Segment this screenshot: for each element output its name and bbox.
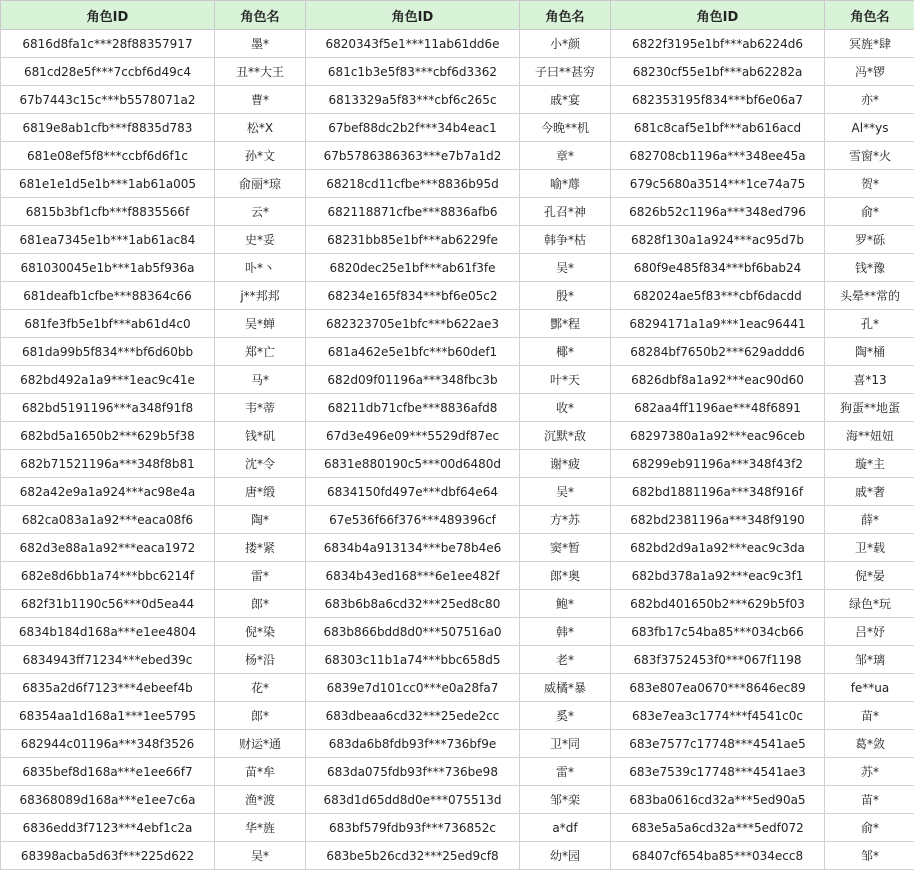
role-id-cell: 683f3752453f0***067f1198	[611, 646, 825, 674]
role-name-cell: 陶*桶	[825, 338, 914, 366]
role-name-cell: 杨*沿	[215, 646, 306, 674]
table-row	[1, 394, 914, 422]
role-id-cell: 6831e880190c5***00d6480d	[306, 450, 520, 478]
role-name-cell: 韦*蒂	[215, 394, 306, 422]
role-id-cell: 681cd28e5f***7ccbf6d49c4	[1, 58, 215, 86]
table-row	[1, 198, 914, 226]
role-id-cell: 6834150fd497e***dbf64e64	[306, 478, 520, 506]
role-name-cell: 云*	[215, 198, 306, 226]
role-name-cell: 俞*	[825, 814, 914, 842]
role-name-cell: 冥旌*肆	[825, 30, 914, 58]
role-name-cell: 钱*矶	[215, 422, 306, 450]
role-id-cell: 67d3e496e09***5529df87ec	[306, 422, 520, 450]
table-row	[1, 702, 914, 730]
table-row	[1, 814, 914, 842]
table-row	[1, 282, 914, 310]
role-name-cell: 韩争*枯	[520, 226, 611, 254]
role-name-cell: 邹*栾	[520, 786, 611, 814]
role-name-cell: 卫*载	[825, 534, 914, 562]
role-id-cell: 682bd401650b2***629b5f03	[611, 590, 825, 618]
role-id-cell: 681deafb1cfbe***88364c66	[1, 282, 215, 310]
role-id-cell: 68294171a1a9***1eac96441	[611, 310, 825, 338]
role-name-cell: 松*X	[215, 114, 306, 142]
role-id-cell: 68234e165f834***bf6e05c2	[306, 282, 520, 310]
table-row	[1, 758, 914, 786]
role-id-cell: 683e7539c17748***4541ae3	[611, 758, 825, 786]
role-id-cell: 682323705e1bfc***b622ae3	[306, 310, 520, 338]
table-row	[1, 338, 914, 366]
role-id-cell: 682d3e88a1a92***eaca1972	[1, 534, 215, 562]
role-name-cell: 华*旌	[215, 814, 306, 842]
role-id-cell: 6820343f5e1***11ab61dd6e	[306, 30, 520, 58]
role-id-cell: 683e807ea0670***8646ec89	[611, 674, 825, 702]
role-name-cell: 雷*	[520, 758, 611, 786]
role-id-cell: 68299eb91196a***348f43f2	[611, 450, 825, 478]
role-id-cell: 6828f130a1a924***ac95d7b	[611, 226, 825, 254]
role-name-cell: 冯*锣	[825, 58, 914, 86]
role-name-cell: 吕*妤	[825, 618, 914, 646]
role-id-cell: 682bd1881196a***348f916f	[611, 478, 825, 506]
role-name-cell: 渔*渡	[215, 786, 306, 814]
role-id-cell: 682ca083a1a92***eaca08f6	[1, 506, 215, 534]
role-name-cell: 子曰**甚穷	[520, 58, 611, 86]
role-name-cell: 绿色*玩	[825, 590, 914, 618]
table-row	[1, 170, 914, 198]
role-name-cell: 唐*缎	[215, 478, 306, 506]
role-name-cell: 喻*蓐	[520, 170, 611, 198]
role-id-cell: 6836edd3f7123***4ebf1c2a	[1, 814, 215, 842]
role-id-cell: 6834943ff71234***ebed39c	[1, 646, 215, 674]
table-row	[1, 422, 914, 450]
role-name-cell: 狗蛋**地蛋	[825, 394, 914, 422]
role-name-cell: 钱*豫	[825, 254, 914, 282]
role-name-cell: 酆*程	[520, 310, 611, 338]
role-name-cell: 椰*	[520, 338, 611, 366]
role-id-cell: 683e7577c17748***4541ae5	[611, 730, 825, 758]
role-id-cell: 681fe3fb5e1bf***ab61d4c0	[1, 310, 215, 338]
role-name-cell: 喜*13	[825, 366, 914, 394]
role-id-cell: 683dbeaa6cd32***25ede2cc	[306, 702, 520, 730]
role-id-cell: 67b5786386363***e7b7a1d2	[306, 142, 520, 170]
role-name-cell: 卫*同	[520, 730, 611, 758]
role-name-cell: 鲍*	[520, 590, 611, 618]
role-name-cell: 墨*	[215, 30, 306, 58]
role-name-cell: 倪*晏	[825, 562, 914, 590]
table-row	[1, 786, 914, 814]
table-row	[1, 114, 914, 142]
role-id-cell: 68368089d168a***e1ee7c6a	[1, 786, 215, 814]
role-name-cell: 郎*	[215, 702, 306, 730]
role-name-cell: 谢*疲	[520, 450, 611, 478]
role-id-cell: 68398acba5d63f***225d622	[1, 842, 215, 870]
role-name-cell: 陶*	[215, 506, 306, 534]
role-id-cell: 682bd2d9a1a92***eac9c3da	[611, 534, 825, 562]
role-id-cell: 68231bb85e1bf***ab6229fe	[306, 226, 520, 254]
role-name-cell: 倪*染	[215, 618, 306, 646]
role-id-cell: 6826dbf8a1a92***eac90d60	[611, 366, 825, 394]
role-id-cell: 681030045e1b***1ab5f936a	[1, 254, 215, 282]
role-id-cell: 682bd2381196a***348f9190	[611, 506, 825, 534]
role-name-cell: a*df	[520, 814, 611, 842]
role-id-cell: 683d1d65dd8d0e***075513d	[306, 786, 520, 814]
role-id-cell: 6834b43ed168***6e1ee482f	[306, 562, 520, 590]
role-name-cell: 马*	[215, 366, 306, 394]
role-name-cell: 俞*	[825, 198, 914, 226]
role-name-cell: 亦*	[825, 86, 914, 114]
role-id-cell: 67b7443c15c***b5578071a2	[1, 86, 215, 114]
table-row	[1, 590, 914, 618]
header-row	[1, 1, 914, 30]
role-id-cell: 6835a2d6f7123***4ebeef4b	[1, 674, 215, 702]
role-id-cell: 68297380a1a92***eac96ceb	[611, 422, 825, 450]
role-name-cell: 戚*奢	[825, 478, 914, 506]
role-name-cell: 薛*	[825, 506, 914, 534]
role-name-cell: 财运*通	[215, 730, 306, 758]
role-name-cell: 苏*	[825, 758, 914, 786]
role-id-cell: 683ba0616cd32a***5ed90a5	[611, 786, 825, 814]
role-id-cell: 682bd378a1a92***eac9c3f1	[611, 562, 825, 590]
role-id-cell: 67bef88dc2b2f***34b4eac1	[306, 114, 520, 142]
role-id-cell: 681a462e5e1bfc***b60def1	[306, 338, 520, 366]
role-id-cell: 683b6b8a6cd32***25ed8c80	[306, 590, 520, 618]
role-id-cell: 682aa4ff1196ae***48f6891	[611, 394, 825, 422]
role-id-cell: 683da6b8fdb93f***736bf9e	[306, 730, 520, 758]
role-id-cell: 6816d8fa1c***28f88357917	[1, 30, 215, 58]
role-id-cell: 682024ae5f83***cbf6dacdd	[611, 282, 825, 310]
role-id-cell: 6834b184d168a***e1ee4804	[1, 618, 215, 646]
table-row	[1, 254, 914, 282]
table-row	[1, 450, 914, 478]
role-id-cell: 6822f3195e1bf***ab6224d6	[611, 30, 825, 58]
role-id-cell: 6834b4a913134***be78b4e6	[306, 534, 520, 562]
role-id-cell: 683bf579fdb93f***736852c	[306, 814, 520, 842]
role-id-cell: 682118871cfbe***8836afb6	[306, 198, 520, 226]
role-id-cell: 6835bef8d168a***e1ee66f7	[1, 758, 215, 786]
role-name-cell: 吴*	[215, 842, 306, 870]
role-id-cell: 682708cb1196a***348ee45a	[611, 142, 825, 170]
role-name-cell: 奚*	[520, 702, 611, 730]
role-id-cell: 682bd5191196***a348f91f8	[1, 394, 215, 422]
role-id-cell: 683fb17c54ba85***034cb66	[611, 618, 825, 646]
role-id-cell: 682e8d6bb1a74***bbc6214f	[1, 562, 215, 590]
role-name-cell: 邹*	[825, 842, 914, 870]
table-row	[1, 506, 914, 534]
role-name-cell: 窦*暂	[520, 534, 611, 562]
table-row	[1, 674, 914, 702]
role-name-cell: 雪窗*火	[825, 142, 914, 170]
table-row	[1, 562, 914, 590]
role-name-cell: 今晚**机	[520, 114, 611, 142]
header-role-id: 角色ID	[611, 1, 825, 30]
role-id-cell: 681ea7345e1b***1ab61ac84	[1, 226, 215, 254]
role-name-cell: 雷*	[215, 562, 306, 590]
role-name-cell: 史*妥	[215, 226, 306, 254]
role-name-cell: 叶*天	[520, 366, 611, 394]
role-id-cell: 683be5b26cd32***25ed9cf8	[306, 842, 520, 870]
role-name-cell: 吴*	[520, 254, 611, 282]
role-id-cell: 68284bf7650b2***629addd6	[611, 338, 825, 366]
header-role-id: 角色ID	[1, 1, 215, 30]
table-row	[1, 534, 914, 562]
role-id-cell: 6813329a5f83***cbf6c265c	[306, 86, 520, 114]
role-id-cell: 682bd492a1a9***1eac9c41e	[1, 366, 215, 394]
role-id-cell: 681da99b5f834***bf6d60bb	[1, 338, 215, 366]
table-row	[1, 618, 914, 646]
header-role-name: 角色名	[520, 1, 611, 30]
role-name-cell: 郑*亡	[215, 338, 306, 366]
role-name-cell: 曹*	[215, 86, 306, 114]
role-name-cell: 苗*牟	[215, 758, 306, 786]
role-id-cell: 68354aa1d168a1***1ee5795	[1, 702, 215, 730]
role-id-cell: 682944c01196a***348f3526	[1, 730, 215, 758]
role-name-cell: 丑**大王	[215, 58, 306, 86]
table-row	[1, 226, 914, 254]
role-id-cell: 682f31b1190c56***0d5ea44	[1, 590, 215, 618]
role-id-cell: 682353195f834***bf6e06a7	[611, 86, 825, 114]
role-name-cell: 罗*砾	[825, 226, 914, 254]
role-name-cell: 璇*主	[825, 450, 914, 478]
table-row	[1, 842, 914, 870]
role-id-cell: 68218cd11cfbe***8836b95d	[306, 170, 520, 198]
table-row	[1, 310, 914, 338]
role-name-cell: 苗*	[825, 786, 914, 814]
role-name-cell: 郎*奥	[520, 562, 611, 590]
role-name-cell: 收*	[520, 394, 611, 422]
role-id-cell: 681e08ef5f8***ccbf6d6f1c	[1, 142, 215, 170]
role-name-cell: 威橘*暴	[520, 674, 611, 702]
role-id-cell: 682a42e9a1a924***ac98e4a	[1, 478, 215, 506]
table-row	[1, 646, 914, 674]
role-name-cell: 幼*园	[520, 842, 611, 870]
role-id-cell: 6820dec25e1bf***ab61f3fe	[306, 254, 520, 282]
role-name-cell: 孔召*神	[520, 198, 611, 226]
role-name-cell: 头晕**常的	[825, 282, 914, 310]
role-name-cell: Al**ys	[825, 114, 914, 142]
role-name-cell: 方*苏	[520, 506, 611, 534]
role-id-cell: 6815b3bf1cfb***f8835566f	[1, 198, 215, 226]
role-name-cell: 邹*璃	[825, 646, 914, 674]
role-name-cell: 葛*敛	[825, 730, 914, 758]
role-name-cell: 沉默*敌	[520, 422, 611, 450]
role-name-cell: 苗*	[825, 702, 914, 730]
table-row	[1, 58, 914, 86]
role-name-cell: 沈*令	[215, 450, 306, 478]
role-name-cell: 吴*蝉	[215, 310, 306, 338]
role-name-cell: 吴*	[520, 478, 611, 506]
role-name-cell: 郎*	[215, 590, 306, 618]
role-id-cell: 683da075fdb93f***736be98	[306, 758, 520, 786]
role-id-cell: 683e5a5a6cd32a***5edf072	[611, 814, 825, 842]
role-id-cell: 680f9e485f834***bf6bab24	[611, 254, 825, 282]
role-name-cell: 殷*	[520, 282, 611, 310]
header-role-id: 角色ID	[306, 1, 520, 30]
role-name-cell: 韩*	[520, 618, 611, 646]
role-name-cell: 戚*宴	[520, 86, 611, 114]
role-id-cell: 67e536f66f376***489396cf	[306, 506, 520, 534]
role-id-cell: 6839e7d101cc0***e0a28fa7	[306, 674, 520, 702]
role-id-cell: 679c5680a3514***1ce74a75	[611, 170, 825, 198]
table-row	[1, 30, 914, 58]
table-row	[1, 478, 914, 506]
table-row	[1, 86, 914, 114]
role-id-cell: 681c1b3e5f83***cbf6d3362	[306, 58, 520, 86]
role-id-cell: 68303c11b1a74***bbc658d5	[306, 646, 520, 674]
role-id-cell: 682bd5a1650b2***629b5f38	[1, 422, 215, 450]
role-id-cell: 682b71521196a***348f8b81	[1, 450, 215, 478]
role-id-cell: 68407cf654ba85***034ecc8	[611, 842, 825, 870]
role-name-cell: 海**妞妞	[825, 422, 914, 450]
role-id-cell: 6819e8ab1cfb***f8835d783	[1, 114, 215, 142]
role-name-cell: 贺*	[825, 170, 914, 198]
role-id-cell: 6826b52c1196a***348ed796	[611, 198, 825, 226]
role-name-cell: 孔*	[825, 310, 914, 338]
role-name-cell: j**邦邦	[215, 282, 306, 310]
role-id-cell: 68230cf55e1bf***ab62282a	[611, 58, 825, 86]
table-row	[1, 730, 914, 758]
table-row	[1, 366, 914, 394]
role-id-cell: 681c8caf5e1bf***ab616acd	[611, 114, 825, 142]
role-name-cell: 孙*文	[215, 142, 306, 170]
role-id-cell: 68211db71cfbe***8836afd8	[306, 394, 520, 422]
role-name-cell: 卟*丶	[215, 254, 306, 282]
header-role-name: 角色名	[825, 1, 914, 30]
role-id-cell: 683b866bdd8d0***507516a0	[306, 618, 520, 646]
role-id-cell: 683e7ea3c1774***f4541c0c	[611, 702, 825, 730]
role-name-cell: 章*	[520, 142, 611, 170]
header-role-name: 角色名	[215, 1, 306, 30]
role-id-cell: 682d09f01196a***348fbc3b	[306, 366, 520, 394]
role-name-cell: 花*	[215, 674, 306, 702]
role-name-cell: 俞丽*琼	[215, 170, 306, 198]
table-row	[1, 142, 914, 170]
role-name-cell: 老*	[520, 646, 611, 674]
role-name-cell: 搂*紧	[215, 534, 306, 562]
role-name-cell: 小*颜	[520, 30, 611, 58]
role-name-cell: fe**ua	[825, 674, 914, 702]
role-id-cell: 681e1e1d5e1b***1ab61a005	[1, 170, 215, 198]
